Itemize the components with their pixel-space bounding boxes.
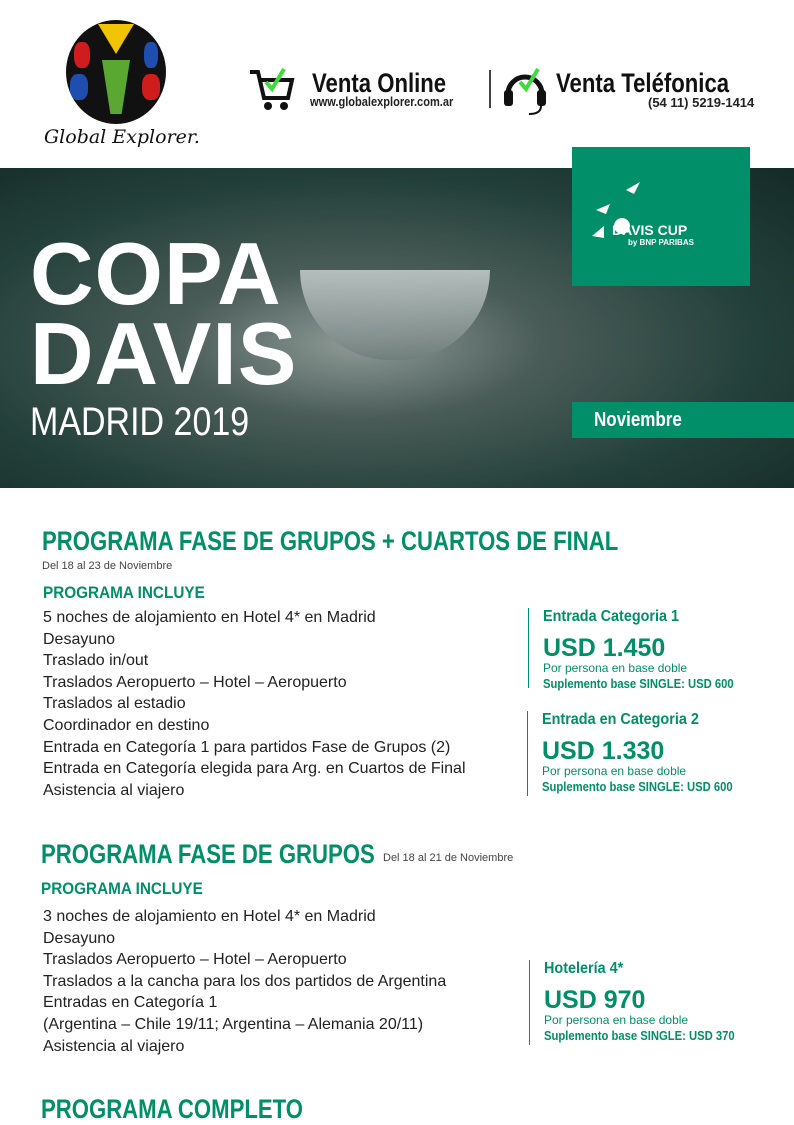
price-basis: Por persona en base doble [544, 1013, 689, 1027]
price-title: Entrada Categoria 1 [543, 608, 680, 625]
price-box-category-2 [527, 711, 754, 796]
list-item: 5 noches de alojamiento en Hotel 4* en Madrid [43, 609, 376, 626]
price-supplement: Suplemento base SINGLE: USD 370 [544, 1029, 735, 1043]
program2-title: PROGRAMA FASE DE GRUPOS [41, 839, 375, 869]
list-item: Asistencia al viajero [43, 1037, 185, 1055]
hero-title-line2: DAVIS [30, 304, 298, 403]
davis-cup-logo-sub: by BNP PARIBAS [628, 238, 694, 247]
price-box-category-1 [528, 608, 755, 691]
price-title: Entrada en Categoria 2 [542, 711, 699, 728]
hero-title [30, 224, 298, 403]
list-item: Desayuno [43, 630, 116, 648]
program1-dates: Del 18 al 23 de Noviembre [42, 560, 173, 572]
list-item: Traslados Aeropuerto – Hotel – Aeropuerto [43, 673, 347, 691]
phone-number[interactable]: (54 11) 5219-1414 [648, 95, 755, 110]
month-label: Noviembre [594, 409, 682, 431]
price-value: USD 970 [544, 986, 646, 1014]
list-item: Traslados a la cancha para los dos partidos de Argentina [43, 972, 447, 990]
program2-items [43, 906, 446, 1057]
list-item: 3 noches de alojamiento en Hotel 4* en Madrid [43, 908, 376, 925]
online-url[interactable]: www.globalexplorer.com.ar [310, 94, 454, 109]
divider [489, 70, 491, 108]
global-explorer-logo [66, 20, 166, 124]
price-basis: Por persona en base doble [543, 661, 688, 675]
cart-icon [248, 66, 296, 112]
price-supplement: Suplemento base SINGLE: USD 600 [542, 780, 733, 794]
list-item: Desayuno [43, 929, 116, 947]
price-value: USD 1.330 [542, 737, 665, 765]
program1-includes-heading: PROGRAMA INCLUYE [43, 583, 205, 602]
hero-subtitle: MADRID 2019 [30, 400, 250, 444]
online-title: Venta Online [312, 68, 447, 98]
price-basis: Por persona en base doble [542, 764, 687, 778]
price-box-hotel [529, 960, 756, 1045]
price-supplement: Suplemento base SINGLE: USD 600 [543, 677, 734, 691]
list-item: Asistencia al viajero [43, 781, 185, 799]
headset-icon [500, 64, 550, 116]
list-item: Entrada en Categoría 1 para partidos Fase de Grupos (2) [43, 738, 451, 756]
program1-items [43, 607, 466, 801]
program2-includes-heading: PROGRAMA INCLUYE [41, 879, 203, 898]
hero-title-line1: COPA [30, 224, 282, 323]
phone-title: Venta Teléfonica [556, 68, 730, 98]
list-item: Entrada en Categoría elegida para Arg. en Cuartos de Final [43, 760, 466, 778]
brand-name: Global Explorer. [44, 126, 200, 148]
program1-title: PROGRAMA FASE DE GRUPOS + CUARTOS DE FINAL [42, 526, 619, 556]
list-item: (Argentina – Chile 19/11; Argentina – Alemania 20/11) [43, 1015, 424, 1033]
list-item: Traslados Aeropuerto – Hotel – Aeropuerto [43, 951, 347, 969]
month-badge [572, 402, 794, 438]
program2-dates: Del 18 al 21 de Noviembre [383, 852, 514, 864]
list-item: Traslados al estadio [43, 695, 186, 713]
price-title: Hotelería 4* [544, 960, 624, 977]
davis-cup-logo-text: DAVIS CUP [612, 222, 688, 238]
list-item: Coordinador en destino [43, 716, 210, 734]
price-value: USD 1.450 [543, 634, 666, 662]
list-item: Traslado in/out [43, 652, 149, 670]
list-item: Entradas en Categoría 1 [43, 994, 218, 1012]
program3-title: PROGRAMA COMPLETO [41, 1094, 304, 1124]
